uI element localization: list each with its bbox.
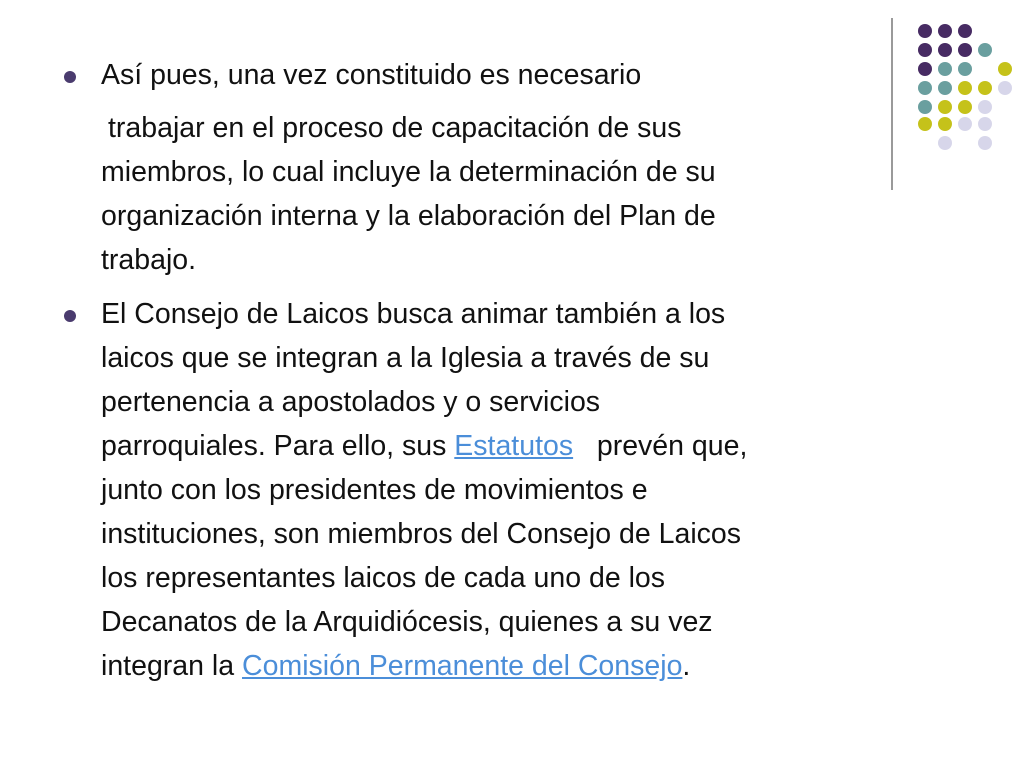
bullet-2-line-2: laicos que se integran a la Iglesia a través de su xyxy=(101,342,710,374)
decorative-dot xyxy=(918,43,932,57)
decorative-dot xyxy=(938,43,952,57)
bullet-2-line-5: junto con los presidentes de movimientos e xyxy=(101,474,648,506)
estatutos-link[interactable]: Estatutos xyxy=(454,430,574,462)
decorative-dot xyxy=(958,62,972,76)
decorative-dot xyxy=(918,62,932,76)
bullet-1-line-4: organización interna y la elaboración del Plan de xyxy=(101,200,716,232)
decorative-dot xyxy=(918,81,932,95)
decorative-dot xyxy=(918,24,932,38)
bullet-2-line-7: los representantes laicos de cada uno de los xyxy=(101,562,666,594)
text-fragment: . xyxy=(682,650,691,682)
decorative-dot xyxy=(918,100,932,114)
text-fragment: integran la xyxy=(101,650,243,682)
bullet-2-line-1: El Consejo de Laicos busca animar también a los xyxy=(101,298,726,330)
bullet-dot-icon xyxy=(64,71,76,83)
bullet-2-line-3: pertenencia a apostolados y o servicios xyxy=(101,386,601,418)
decorative-dot xyxy=(998,81,1012,95)
decorative-dot xyxy=(978,100,992,114)
bullet-dot-icon xyxy=(64,310,76,322)
decorative-dot xyxy=(958,117,972,131)
bullet-2-line-6: instituciones, son miembros del Consejo de Laicos xyxy=(101,518,741,550)
decorative-dot xyxy=(938,62,952,76)
decorative-dot xyxy=(958,43,972,57)
decorative-dot xyxy=(938,81,952,95)
decorative-dot xyxy=(978,43,992,57)
bullet-1-line-3: miembros, lo cual incluye la determinación de su xyxy=(101,156,716,188)
decorative-dot xyxy=(958,100,972,114)
decorative-dot xyxy=(978,136,992,150)
decorative-dot xyxy=(998,62,1012,76)
decorative-dot xyxy=(938,24,952,38)
text-fragment: prevén que, xyxy=(573,430,748,462)
bullet-1-line-2: trabajar en el proceso de capacitación de sus xyxy=(108,112,682,144)
decorative-dot xyxy=(938,117,952,131)
decorative-dot xyxy=(978,117,992,131)
text-fragment: parroquiales. Para ello, sus xyxy=(101,430,455,462)
decorative-dot xyxy=(938,100,952,114)
decorative-dot xyxy=(938,136,952,150)
decorative-dot xyxy=(978,81,992,95)
bullet-2-line-4 xyxy=(101,424,747,469)
bullet-1-line-1: Así pues, una vez constituido es necesario xyxy=(101,59,642,91)
decorative-dot xyxy=(958,24,972,38)
decorative-vertical-line xyxy=(891,18,893,190)
bullet-2-line-8: Decanatos de la Arquidiócesis, quienes a su vez xyxy=(101,606,713,638)
bullet-1-line-5: trabajo. xyxy=(101,244,197,276)
decorative-dot xyxy=(958,81,972,95)
bullet-2-line-9 xyxy=(101,644,690,689)
comision-permanente-link[interactable]: Comisión Permanente del Consejo xyxy=(242,650,683,682)
decorative-dot xyxy=(918,117,932,131)
